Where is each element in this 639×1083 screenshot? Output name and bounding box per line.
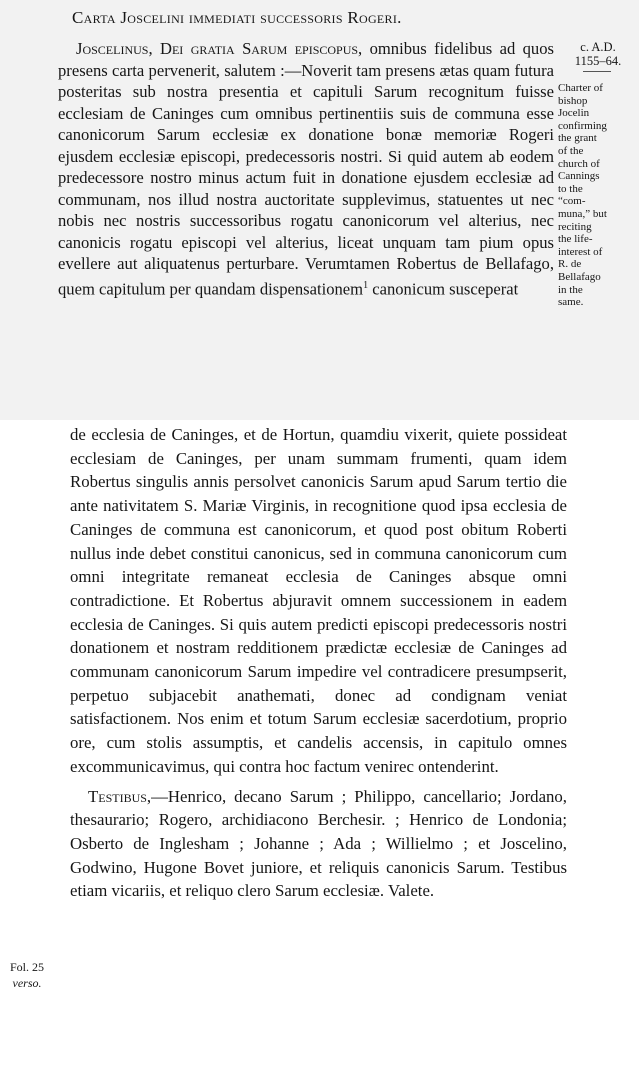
charter-body-lower bbox=[70, 423, 567, 903]
margin-date-rule bbox=[583, 71, 611, 72]
folio-side: verso. bbox=[12, 976, 42, 990]
footnote-reference: 1 bbox=[363, 279, 369, 291]
testibus-word: Testibus, bbox=[88, 786, 152, 806]
opening-paragraph bbox=[58, 38, 554, 300]
witness-paragraph bbox=[70, 785, 567, 904]
charter-heading bbox=[72, 8, 542, 28]
witness-list: —Henrico, decano Sarum ; Philippo, cancellario; Jordano, thesaurario; Rogero, archidiacono Berchesir. ; Henrico de Londonia; Osberto de Inglesham ; Johanne ; Ada ; Willielmo ; et Joscelino, Godwino, Hugone Bovet juniore, et reliquis canonicis Sarum. Testibus etiam vicariis, et reliquo clero Sarum ecclesiæ. Valete. bbox=[70, 786, 567, 901]
heading-text: Carta Joscelini immediati successoris Rogeri. bbox=[72, 8, 402, 27]
margin-date-line1: c. A.D. bbox=[580, 40, 616, 54]
continuation-paragraph: de ecclesia de Caninges, et de Hortun, quamdiu vixerit, quiete possideat ecclesiam de Caninges, per unam summam frumenti, quam idem Robertus singulis annis persolvet canonicis Sarum apud Sarum tertio die ante nativitatem S. Mariæ Virginis, in recognitione quod ipsa ecclesia de Caninges de communa est canonicorum, et quod post obitum Roberti nullus inde debet constitui canonicus, sed in communa canonicorum cum omni integritate remaneat ecclesia de Caninges absque omni contradictione. Et Robertus abjuravit omnem successionem in eadem ecclesia de Caninges. Si quis autem predicti episcopi predecessoris nostri donationem et nostram redditionem prædictæ ecclesiæ de Caninges ad communam canonicorum Sarum impedire vel contradicere presumpserit, perpetuo subjacebit anathemati, donec ad condignam veniat satisfactionem. Nos enim et totum Sarum ecclesiæ sacerdotium, proprio ore, cum stolis assumptis, et candelis accensis, in capitulo omnes excommunicavimus, qui contra hoc factum venirec ontenderint. bbox=[70, 425, 567, 776]
margin-date-line2: 1155–64. bbox=[574, 54, 622, 68]
opening-tail: canonicum susceperat bbox=[368, 279, 519, 299]
opening-text: omnibus fidelibus ad quos presens carta pervenerit, salutem :—Noverit tam presens ætas quam futura posteritas sub nostra presentia et capituli Sarum recognitum fuisse ecclesiam de Caninges cum omnibus pertinentiis suis de communa esse canonicorum Sarum ecclesiæ ex donatione bonæ memoriæ Rogeri ejusdem ecclesiæ episcopi, predecessoris nostri. Si quid autem ab eodem predecessore nostro minus actum fuit in donatione ejusdem ecclesiæ ad communam, nos illud nostra auctoritate supplevimus, statuentes ut nec nobis nec nostris successoribus rogatu canonicorum vel alterius, nec canonicis rogatu episcopi vel alterius, liceat unquam tam pium opus evellere aut aliquatenus perturbare. Verumtamen Robertus de Bellafago, quem capitulum per quandam dispensationem bbox=[58, 39, 554, 299]
folio-reference bbox=[4, 959, 50, 991]
margin-summary: Charter of bishop Jocelin confirming the grant of the church of Cannings to the “com- muna,” but reciting the life- interest of R. de Bellafago in the same. bbox=[558, 82, 607, 309]
folio-number: Fol. 25 bbox=[9, 960, 44, 974]
charter-body-upper bbox=[58, 38, 554, 300]
margin-date bbox=[563, 40, 633, 68]
opening-name: Joscelinus, Dei gratia Sarum episcopus, bbox=[76, 39, 363, 58]
